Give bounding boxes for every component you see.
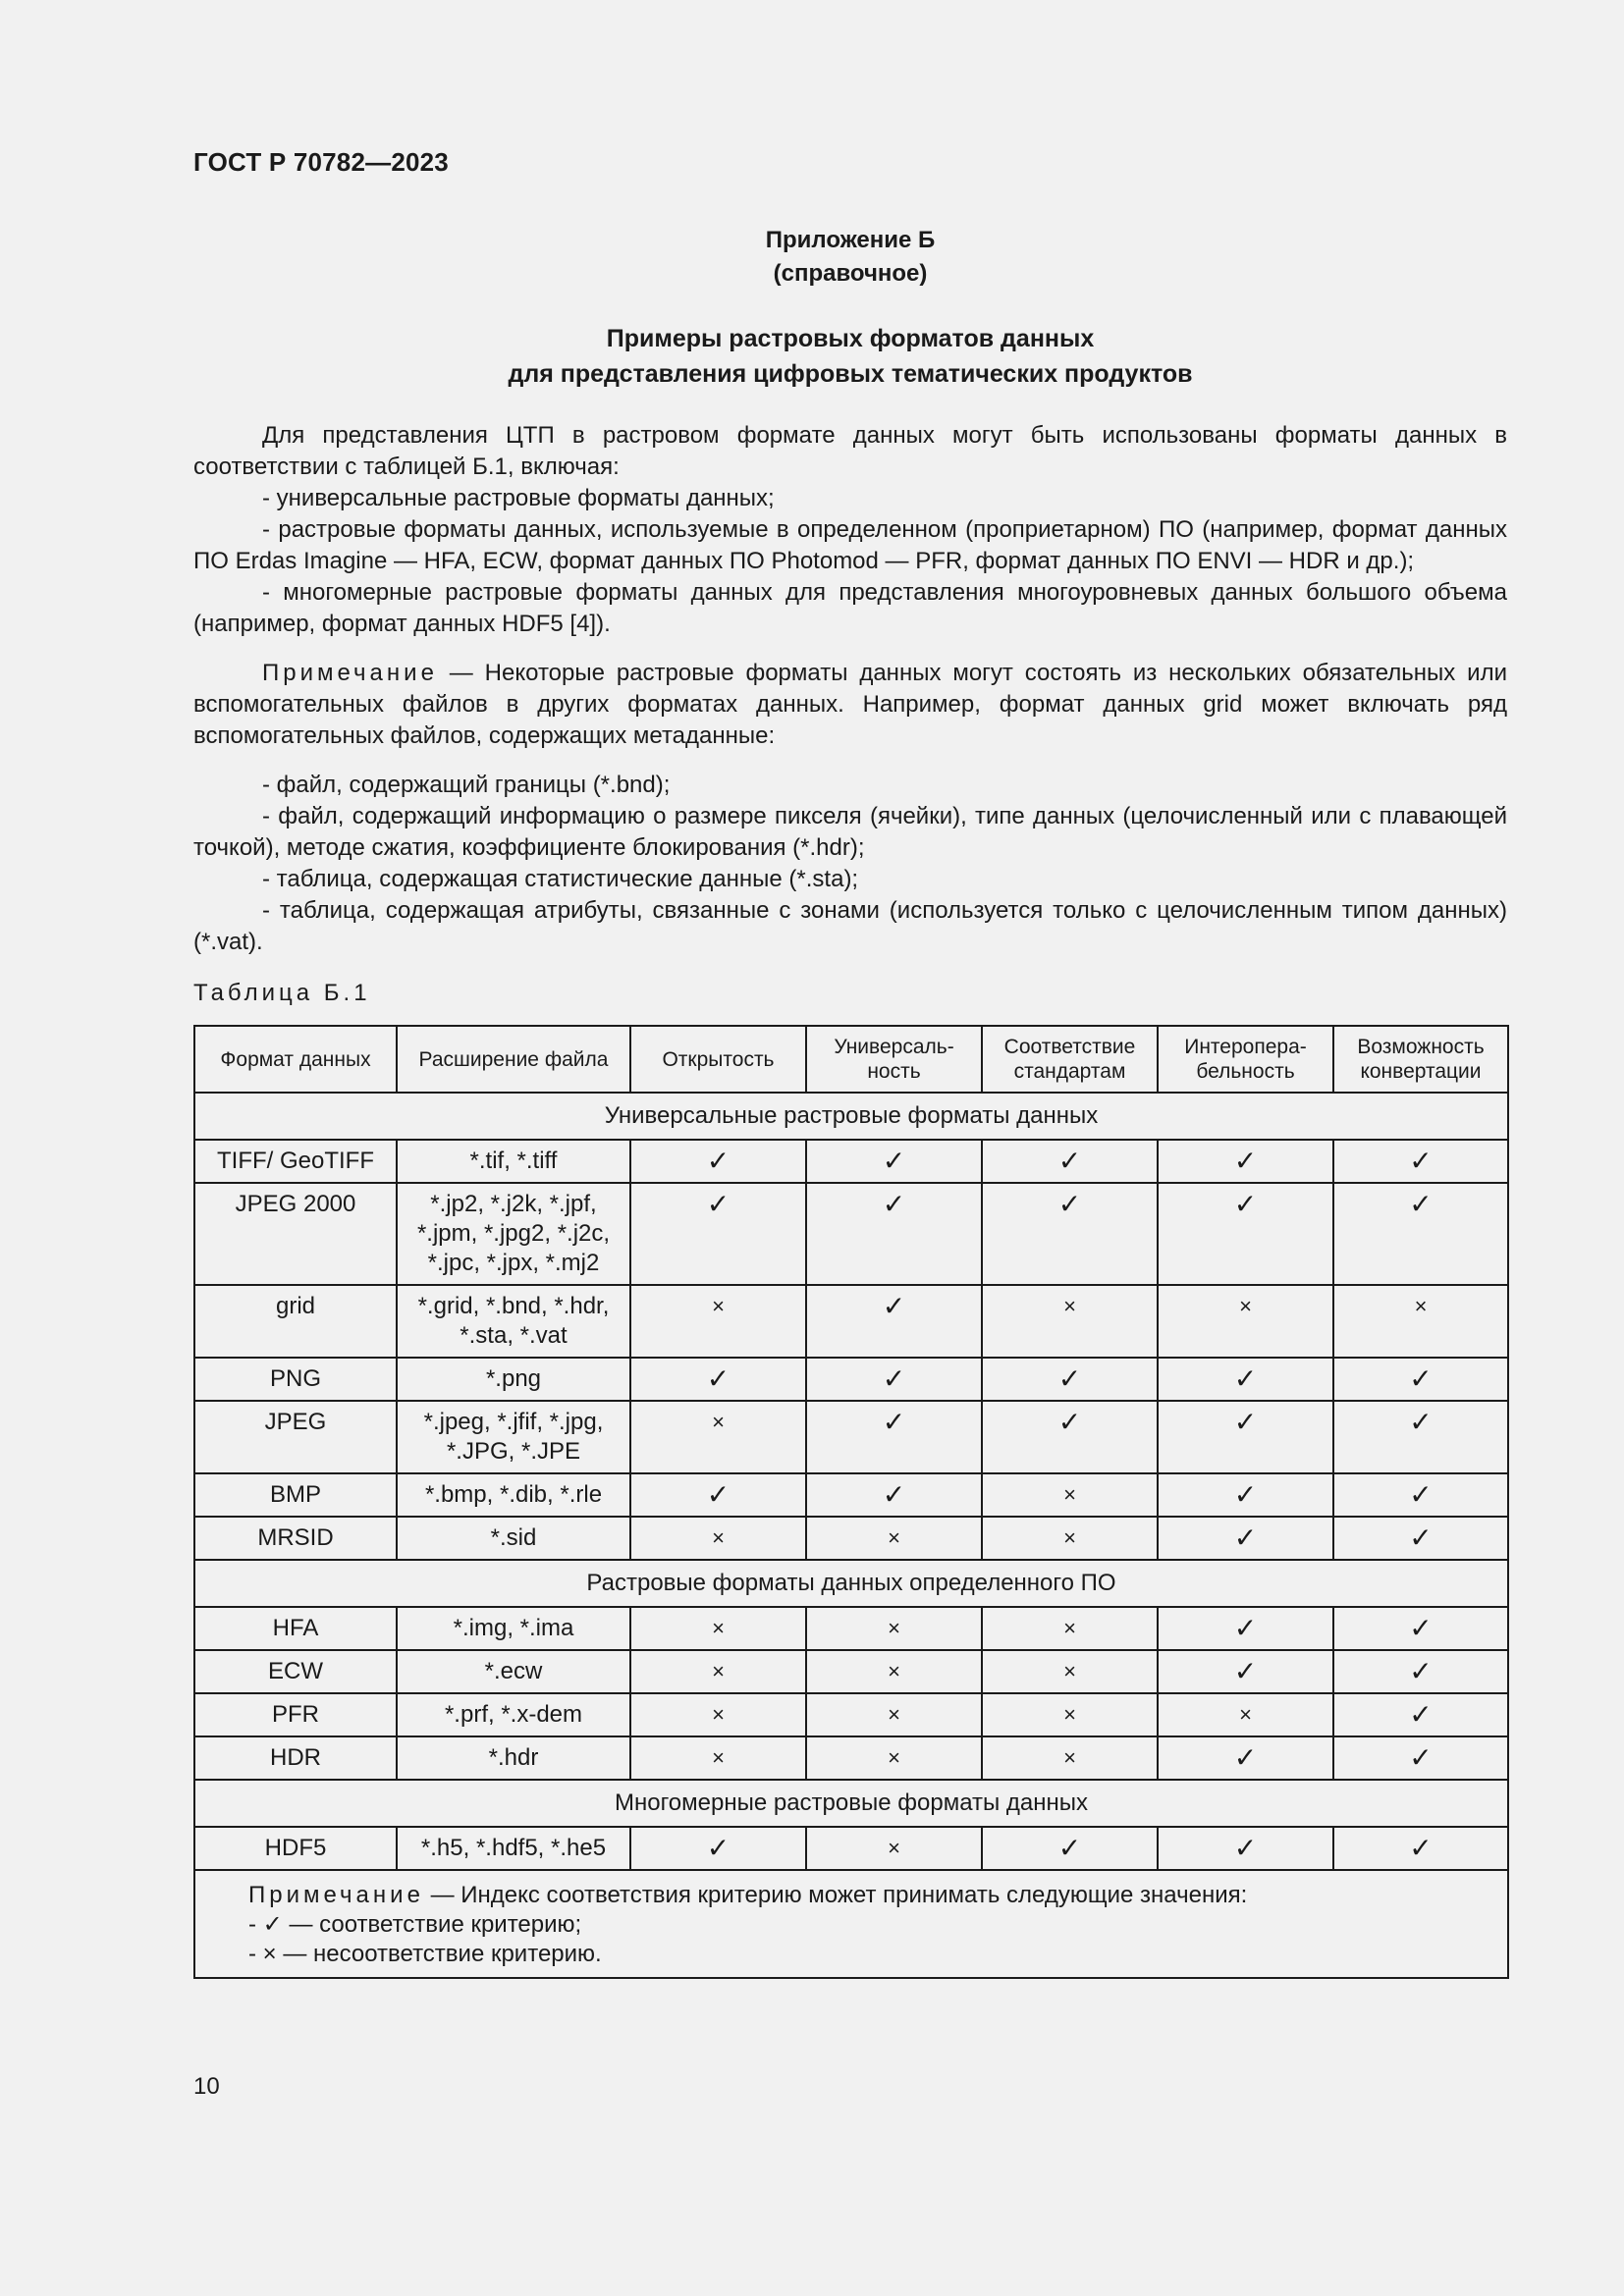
header-cell: Расширение файла [397, 1026, 630, 1093]
document-code: ГОСТ Р 70782—2023 [193, 147, 449, 177]
table-row [194, 1693, 1508, 1736]
extension-cell: *.tif, *.tiff [397, 1140, 630, 1183]
section-row [194, 1780, 1508, 1827]
note-text: — Некоторые растровые форматы данных могут состоять из нескольких обязательных или вспомогательных файлов в других форматах данных. Например, формат данных grid может включать ряд вспомогательных файлов, содержащих метаданные: [193, 660, 1507, 749]
header-cell: Интеропера-бельность [1158, 1026, 1333, 1093]
table-row [194, 1736, 1508, 1780]
check-mark-icon: ✓ [1158, 1517, 1333, 1560]
check-mark-icon: ✓ [1333, 1827, 1508, 1870]
check-mark-icon: ✓ [806, 1473, 982, 1517]
check-mark-icon: ✓ [806, 1183, 982, 1285]
check-mark-icon: ✓ [1333, 1140, 1508, 1183]
extension-cell: *.bmp, *.dib, *.rle [397, 1473, 630, 1517]
appendix-label: Приложение Б [765, 227, 936, 253]
check-mark-icon: ✓ [1333, 1517, 1508, 1560]
section-title: Растровые форматы данных определенного ПО [194, 1560, 1508, 1607]
check-mark-icon: ✓ [1333, 1693, 1508, 1736]
check-mark-icon: ✓ [1158, 1650, 1333, 1693]
note-paragraph [193, 658, 1507, 752]
cross-mark-icon: × [806, 1827, 982, 1870]
header-cell: Возможность конвертации [1333, 1026, 1508, 1093]
format-cell: grid [194, 1285, 397, 1358]
check-mark-icon: ✓ [1158, 1473, 1333, 1517]
cross-mark-icon: × [806, 1693, 982, 1736]
section-row [194, 1093, 1508, 1140]
check-mark-icon: ✓ [806, 1358, 982, 1401]
intro-item: - многомерные растровые форматы данных для представления многоуровневых данных большого объема (например, формат данных HDF5 [4]). [193, 579, 1507, 637]
table-row [194, 1140, 1508, 1183]
table-footnote-row [194, 1870, 1508, 1978]
check-mark-icon: ✓ [1158, 1401, 1333, 1473]
format-cell: MRSID [194, 1517, 397, 1560]
table-row [194, 1607, 1508, 1650]
cross-mark-icon: × [630, 1650, 806, 1693]
check-mark-icon: ✓ [1158, 1140, 1333, 1183]
header-cell: Соответствие стандартам [982, 1026, 1158, 1093]
check-mark-icon: ✓ [630, 1183, 806, 1285]
check-mark-icon: ✓ [1158, 1183, 1333, 1285]
section-row [194, 1560, 1508, 1607]
check-mark-icon: ✓ [1333, 1358, 1508, 1401]
cross-mark-icon: × [806, 1650, 982, 1693]
page-number: 10 [193, 2073, 220, 2100]
cross-mark-icon: × [630, 1736, 806, 1780]
format-cell: TIFF/ GeoTIFF [194, 1140, 397, 1183]
extension-cell: *.grid, *.bnd, *.hdr, *.sta, *.vat [397, 1285, 630, 1358]
table-row [194, 1517, 1508, 1560]
cross-mark-icon: × [1158, 1693, 1333, 1736]
intro-item: - универсальные растровые форматы данных; [262, 485, 775, 511]
section-title: Универсальные растровые форматы данных [194, 1093, 1508, 1140]
extension-cell: *.prf, *.x-dem [397, 1693, 630, 1736]
extension-cell: *.png [397, 1358, 630, 1401]
note-item: - таблица, содержащая атрибуты, связанные с зонами (используется только с целочисленным типом данных) (*.vat). [193, 897, 1507, 955]
format-cell: HFA [194, 1607, 397, 1650]
header-cell: Открытость [630, 1026, 806, 1093]
extension-cell: *.jpeg, *.jfif, *.jpg, *.JPG, *.JPE [397, 1401, 630, 1473]
check-mark-icon: ✓ [982, 1140, 1158, 1183]
note-label: Примечание [262, 660, 438, 686]
footnote-label: Примечание [248, 1882, 424, 1908]
footnote-line: - ✓ — соответствие критерию; [248, 1911, 582, 1938]
check-mark-icon: ✓ [630, 1140, 806, 1183]
cross-mark-icon: × [806, 1736, 982, 1780]
cross-mark-icon: × [806, 1517, 982, 1560]
check-mark-icon: ✓ [1158, 1607, 1333, 1650]
table-row [194, 1401, 1508, 1473]
note-item: - файл, содержащий информацию о размере пикселя (ячейки), типе данных (целочисленный или с плавающей точкой), методе сжатия, коэффициенте блокирования (*.hdr); [193, 803, 1507, 861]
format-cell: ECW [194, 1650, 397, 1693]
cross-mark-icon: × [630, 1517, 806, 1560]
check-mark-icon: ✓ [1158, 1736, 1333, 1780]
cross-mark-icon: × [982, 1517, 1158, 1560]
cross-mark-icon: × [982, 1736, 1158, 1780]
format-cell: BMP [194, 1473, 397, 1517]
table-row [194, 1183, 1508, 1285]
check-mark-icon: ✓ [1158, 1358, 1333, 1401]
table-header-row [194, 1026, 1508, 1093]
note-item: - таблица, содержащая статистические данные (*.sta); [262, 866, 859, 892]
check-mark-icon: ✓ [982, 1358, 1158, 1401]
appendix-title [193, 321, 1507, 392]
check-mark-icon: ✓ [630, 1358, 806, 1401]
format-cell: PNG [194, 1358, 397, 1401]
appendix-heading [193, 224, 1507, 291]
intro-paragraph: Для представления ЦТП в растровом формате данных могут быть использованы форматы данных в соответствии с таблицей Б.1, включая: [193, 422, 1507, 480]
cross-mark-icon: × [630, 1401, 806, 1473]
check-mark-icon: ✓ [982, 1401, 1158, 1473]
check-mark-icon: ✓ [1333, 1736, 1508, 1780]
cross-mark-icon: × [630, 1607, 806, 1650]
cross-mark-icon: × [1158, 1285, 1333, 1358]
check-mark-icon: ✓ [1333, 1401, 1508, 1473]
table-row [194, 1827, 1508, 1870]
appendix-type: (справочное) [773, 260, 928, 287]
check-mark-icon: ✓ [806, 1401, 982, 1473]
cross-mark-icon: × [982, 1650, 1158, 1693]
format-cell: JPEG 2000 [194, 1183, 397, 1285]
title-line-1: Примеры растровых форматов данных [606, 325, 1095, 352]
check-mark-icon: ✓ [630, 1827, 806, 1870]
check-mark-icon: ✓ [1158, 1827, 1333, 1870]
cross-mark-icon: × [630, 1693, 806, 1736]
table-row [194, 1358, 1508, 1401]
footnote-line: - × — несоответствие критерию. [248, 1941, 602, 1967]
check-mark-icon: ✓ [630, 1473, 806, 1517]
table-caption: Таблица Б.1 [193, 980, 371, 1006]
cross-mark-icon: × [982, 1607, 1158, 1650]
cross-mark-icon: × [982, 1693, 1158, 1736]
header-cell: Формат данных [194, 1026, 397, 1093]
table-row [194, 1473, 1508, 1517]
formats-table [193, 1025, 1509, 1979]
format-cell: PFR [194, 1693, 397, 1736]
extension-cell: *.ecw [397, 1650, 630, 1693]
check-mark-icon: ✓ [982, 1827, 1158, 1870]
body-text [193, 420, 1507, 958]
extension-cell: *.jp2, *.j2k, *.jpf, *.jpm, *.jpg2, *.j2c, *.jpc, *.jpx, *.mj2 [397, 1183, 630, 1285]
footnote-intro [248, 1881, 1497, 1910]
extension-cell: *.img, *.ima [397, 1607, 630, 1650]
check-mark-icon: ✓ [1333, 1473, 1508, 1517]
check-mark-icon: ✓ [806, 1140, 982, 1183]
table-body [194, 1093, 1508, 1978]
check-mark-icon: ✓ [1333, 1650, 1508, 1693]
title-line-2: для представления цифровых тематических продуктов [508, 360, 1193, 388]
cross-mark-icon: × [1333, 1285, 1508, 1358]
check-mark-icon: ✓ [1333, 1183, 1508, 1285]
footnote-text: — Индекс соответствия критерию может принимать следующие значения: [423, 1882, 1248, 1908]
note-item: - файл, содержащий границы (*.bnd); [262, 772, 671, 798]
check-mark-icon: ✓ [1333, 1607, 1508, 1650]
cross-mark-icon: × [982, 1473, 1158, 1517]
intro-item: - растровые форматы данных, используемые в определенном (проприетарном) ПО (например, формат данных ПО Erdas Imagine — HFA, ECW, формат данных ПО Photomod — PFR, формат данных ПО ENVI — HDR и др.); [193, 516, 1507, 574]
cross-mark-icon: × [806, 1607, 982, 1650]
table-row [194, 1285, 1508, 1358]
extension-cell: *.hdr [397, 1736, 630, 1780]
format-cell: HDF5 [194, 1827, 397, 1870]
check-mark-icon: ✓ [982, 1183, 1158, 1285]
check-mark-icon: ✓ [806, 1285, 982, 1358]
table-footnote [194, 1870, 1508, 1978]
extension-cell: *.h5, *.hdf5, *.he5 [397, 1827, 630, 1870]
section-title: Многомерные растровые форматы данных [194, 1780, 1508, 1827]
cross-mark-icon: × [982, 1285, 1158, 1358]
format-cell: JPEG [194, 1401, 397, 1473]
cross-mark-icon: × [630, 1285, 806, 1358]
format-cell: HDR [194, 1736, 397, 1780]
table-row [194, 1650, 1508, 1693]
extension-cell: *.sid [397, 1517, 630, 1560]
header-cell: Универсаль-ность [806, 1026, 982, 1093]
